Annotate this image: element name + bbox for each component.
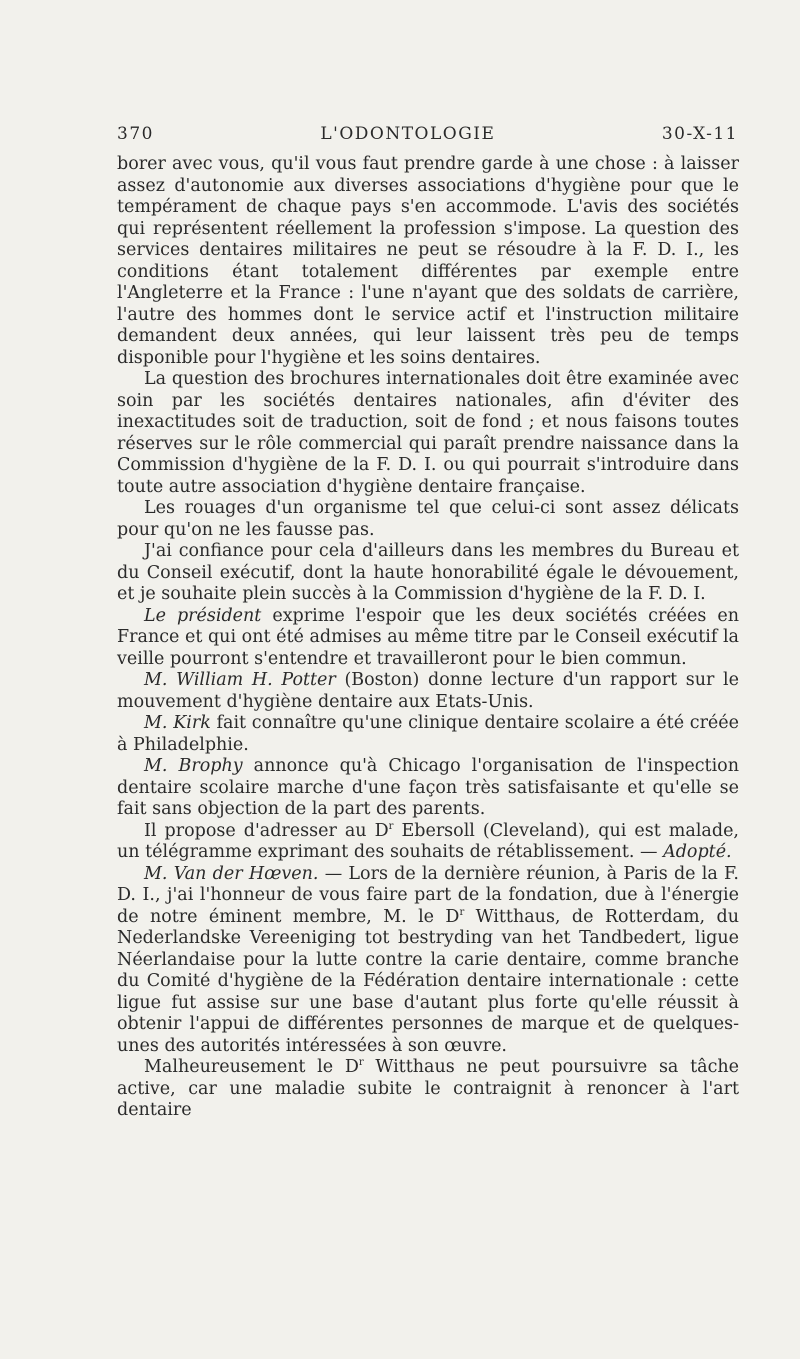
- paragraph: borer avec vous, qu'il vous faut prendre garde à une chose : à laisser assez d'autonomie aux diverses associations d'hygiène pour que le tempérament de chaque pays s'en accommode. L'avis des sociétés qui représentent réellement la profession s'impose. La question des services dentaires militaires ne peut se résoudre à la F. D. I., les conditions étant totalement différentes par exemple entre l'Angleterre et la France : l'une n'ayant que des soldats de carrière, l'autre des hommes dont le service actif et l'instruction militaire demandent deux années, qui leur laissent très peu de temps disponible pour l'hygiène et les soins dentaires.: [117, 154, 739, 368]
- body-text: [117, 154, 739, 1122]
- page-number: 370: [117, 124, 154, 144]
- speaker-name: Le président: [144, 605, 262, 626]
- speaker-name: M. Kirk: [144, 713, 211, 733]
- running-header: [117, 124, 738, 144]
- paragraph: Malheureusement le $D^r$ Witthaus ne peut poursuivre sa tâche active, car une maladie subite le contraignit à renoncer à l'art dentaire: [117, 1057, 739, 1120]
- paragraph: M. Brophy annonce qu'à Chicago l'organisation de l'inspection dentaire scolaire marche d'une façon très satisfaisante et qu'elle se fait sans objection de la part des parents.: [117, 756, 739, 819]
- paragraph: Le président exprime l'espoir que les deux sociétés créées en France et qui ont été admises au même titre par le Conseil exécutif la veille pourront s'entendre et travailleront pour le bien commun.: [117, 605, 739, 669]
- speaker-name: M. William H. Potter: [144, 670, 336, 690]
- paragraph: La question des brochures internationales doit être examinée avec soin par les sociétés dentaires nationales, afin d'éviter des inexactitudes soit de traduction, soit de fond ; et nous faisons toutes réserves sur le rôle commercial qui paraît prendre naissance dans la Commission d'hygiène de la F. D. I. ou qui pourrait s'introduire dans toute autre association d'hygiène dentaire française.: [117, 369, 739, 497]
- paragraph: Il propose d'adresser au $D^r$ Ebersoll (Cleveland), qui est malade, un télégramme exprimant des souhaits de rétablissement. — Adopté.: [117, 820, 739, 862]
- paragraph: M. Van der Hœven. — Lors de la dernière réunion, à Paris de la F. D. I., j'ai l'honneur de vous faire part de la fondation, due à l'énergie de notre éminent membre, M. le $D^r$ Witthaus, de Rotterdam, du Nederlandske Vereeniging tot bestryding van het Tandbedert, ligue Néerlandaise pour la lutte contre la carie dentaire, comme branche du Comité d'hygiène de la Fédération dentaire internationale : cette ligue fut assise sur une base d'autant plus forte qu'elle réussit à obtenir l'appui de différentes personnes de marque et de quelques-unes des autorités intéressées à son œuvre.: [117, 863, 739, 1056]
- paragraph: J'ai confiance pour cela d'ailleurs dans les membres du Bureau et du Conseil exécutif, dont la haute honorabilité égale le dévouement, et je souhaite plein succès à la Commission d'hygiène de la F. D. I.: [117, 541, 739, 604]
- journal-title: L'ODONTOLOGIE: [320, 124, 496, 144]
- speaker-name: M. Van der Hœven.: [144, 863, 319, 884]
- paragraph: M. William H. Potter (Boston) donne lecture d'un rapport sur le mouvement d'hygiène dentaire aux Etats-Unis.: [117, 670, 739, 712]
- speaker-name: M. Brophy: [144, 756, 243, 776]
- paragraph: Les rouages d'un organisme tel que celui-ci sont assez délicats pour qu'on ne les fausse pas.: [117, 498, 739, 540]
- paragraph: M. Kirk fait connaître qu'une clinique dentaire scolaire a été créée à Philadelphie.: [117, 713, 740, 755]
- issue-date: 30-X-11: [661, 124, 738, 144]
